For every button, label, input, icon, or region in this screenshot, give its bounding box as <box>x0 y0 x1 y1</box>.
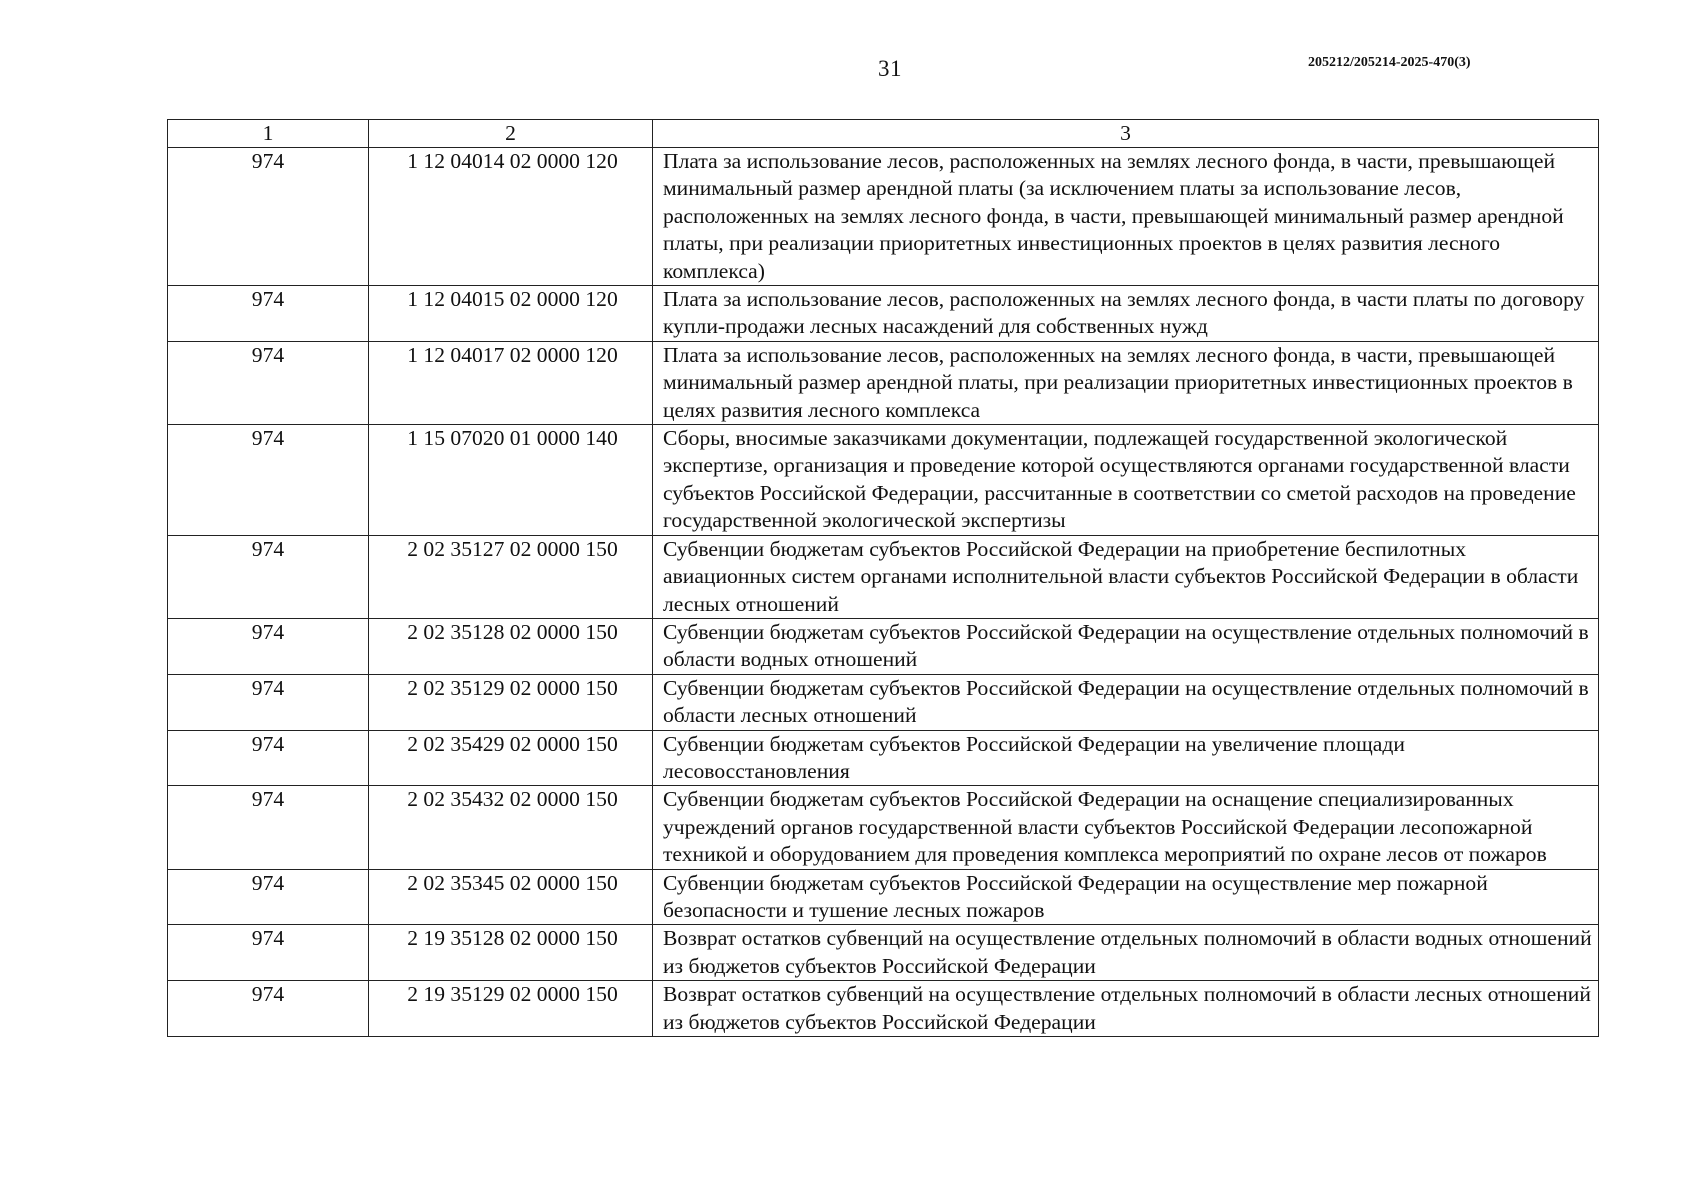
description-cell: Возврат остатков субвенций на осуществление отдельных полномочий в области водных отношений из бюджетов субъектов Российской Федерации <box>653 925 1599 981</box>
table-row <box>168 786 1599 869</box>
budget-code-cell: 2 02 35432 02 0000 150 <box>369 786 653 869</box>
column-header-3: 3 <box>653 120 1599 148</box>
column-header-2: 2 <box>369 120 653 148</box>
budget-code-cell: 2 02 35128 02 0000 150 <box>369 618 653 674</box>
admin-code-cell: 974 <box>168 869 369 925</box>
table-row <box>168 341 1599 424</box>
table-row <box>168 674 1599 730</box>
table-header-row <box>168 120 1599 148</box>
budget-code-cell: 1 12 04015 02 0000 120 <box>369 286 653 342</box>
budget-classification-table <box>167 119 1599 1037</box>
table-row <box>168 425 1599 536</box>
budget-code-cell: 2 02 35129 02 0000 150 <box>369 674 653 730</box>
table-row <box>168 925 1599 981</box>
table-row <box>168 869 1599 925</box>
description-cell: Субвенции бюджетам субъектов Российской Федерации на осуществление отдельных полномочий в области водных отношений <box>653 618 1599 674</box>
description-cell: Плата за использование лесов, расположенных на землях лесного фонда, в части платы по договору купли-продажи лесных насаждений для собственных нужд <box>653 286 1599 342</box>
description-cell: Субвенции бюджетам субъектов Российской Федерации на приобретение беспилотных авиационных систем органами исполнительной власти субъектов Российской Федерации в области лесных отношений <box>653 535 1599 618</box>
document-id: 205212/205214-2025-470(3) <box>1308 55 1471 70</box>
description-cell: Субвенции бюджетам субъектов Российской Федерации на осуществление мер пожарной безопасности и тушение лесных пожаров <box>653 869 1599 925</box>
table-row <box>168 981 1599 1037</box>
admin-code-cell: 974 <box>168 148 369 286</box>
budget-code-cell: 2 02 35429 02 0000 150 <box>369 730 653 786</box>
column-header-1: 1 <box>168 120 369 148</box>
table-row <box>168 535 1599 618</box>
admin-code-cell: 974 <box>168 730 369 786</box>
description-cell: Сборы, вносимые заказчиками документации, подлежащей государственной экологической экспертизе, организация и проведение которой осуществляются органами государственной власти субъектов Российской Федерации, рассчитанные в соответствии со сметой расходов на проведение государственной экологической экспертизы <box>653 425 1599 536</box>
budget-code-cell: 1 15 07020 01 0000 140 <box>369 425 653 536</box>
admin-code-cell: 974 <box>168 786 369 869</box>
admin-code-cell: 974 <box>168 341 369 424</box>
page-number: 31 <box>878 56 902 81</box>
description-cell: Плата за использование лесов, расположенных на землях лесного фонда, в части, превышающей минимальный размер арендной платы (за исключением платы за использование лесов, расположенных на землях лесного фонда, в части, превышающей минимальный размер арендной платы, при реализации приоритетных инвестиционных проектов в целях развития лесного комплекса) <box>653 148 1599 286</box>
table-row <box>168 286 1599 342</box>
admin-code-cell: 974 <box>168 286 369 342</box>
description-cell: Субвенции бюджетам субъектов Российской Федерации на осуществление отдельных полномочий в области лесных отношений <box>653 674 1599 730</box>
admin-code-cell: 974 <box>168 425 369 536</box>
table-row <box>168 148 1599 286</box>
budget-code-cell: 2 19 35129 02 0000 150 <box>369 981 653 1037</box>
description-cell: Плата за использование лесов, расположенных на землях лесного фонда, в части, превышающей минимальный размер арендной платы, при реализации приоритетных инвестиционных проектов в целях развития лесного комплекса <box>653 341 1599 424</box>
admin-code-cell: 974 <box>168 618 369 674</box>
admin-code-cell: 974 <box>168 535 369 618</box>
budget-code-cell: 1 12 04014 02 0000 120 <box>369 148 653 286</box>
admin-code-cell: 974 <box>168 981 369 1037</box>
table-row <box>168 618 1599 674</box>
description-cell: Субвенции бюджетам субъектов Российской Федерации на оснащение специализированных учреждений органов государственной власти субъектов Российской Федерации лесопожарной техникой и оборудованием для проведения комплекса мероприятий по охране лесов от пожаров <box>653 786 1599 869</box>
admin-code-cell: 974 <box>168 925 369 981</box>
description-cell: Возврат остатков субвенций на осуществление отдельных полномочий в области лесных отношений из бюджетов субъектов Российской Федерации <box>653 981 1599 1037</box>
table-row <box>168 730 1599 786</box>
budget-code-cell: 2 19 35128 02 0000 150 <box>369 925 653 981</box>
budget-code-cell: 2 02 35127 02 0000 150 <box>369 535 653 618</box>
admin-code-cell: 974 <box>168 674 369 730</box>
budget-code-cell: 1 12 04017 02 0000 120 <box>369 341 653 424</box>
description-cell: Субвенции бюджетам субъектов Российской Федерации на увеличение площади лесовосстановления <box>653 730 1599 786</box>
budget-code-cell: 2 02 35345 02 0000 150 <box>369 869 653 925</box>
